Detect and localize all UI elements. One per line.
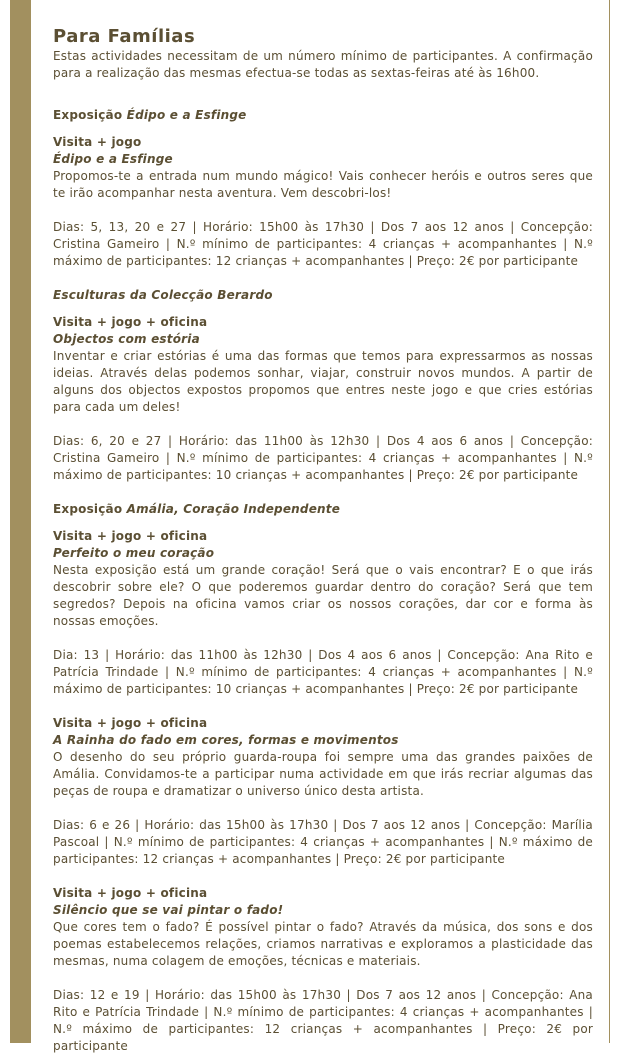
section — [53, 107, 593, 270]
activity-type: Visita + jogo + oficina — [53, 529, 208, 543]
section-name: Édipo e a Esfinge — [126, 108, 247, 122]
activity-description: Nesta exposição está um grande coração! Será que o vais encontrar? E o que irás descobrir sobre ele? O que poderemos guardar dentro do coração? Será que tem segredos? Depois na oficina vamos criar os nossos corações, dar cor e forma às nossas emoções. — [53, 563, 593, 628]
section-name: Esculturas da Colecção Berardo — [53, 288, 273, 302]
activity-type: Visita + jogo + oficina — [53, 315, 208, 329]
section-heading — [53, 501, 593, 518]
section-heading — [53, 287, 593, 304]
activity-type: Visita + jogo + oficina — [53, 716, 208, 730]
activity-title: A Rainha do fado em cores, formas e movimentos — [53, 733, 399, 747]
activity-details: Dias: 6 e 26 | Horário: das 15h00 às 17h30 | Dos 7 aos 12 anos | Concepção: Marília Pascoal | N.º mínimo de participantes: 4 crianças + acompanhantes | N.º máximo de participantes: 12 crianças + acompanhantes | Preço: 2€ por participante — [53, 818, 593, 866]
page-title: Para Famílias — [53, 26, 196, 47]
activity-details: Dias: 12 e 19 | Horário: das 15h00 às 17h30 | Dos 7 aos 12 anos | Concepção: Ana Rito e Patrícia Trindade | N.º mínimo de participantes: 4 crianças + acompanhantes | N.º máximo de participantes: 12 crianças + acompanhantes | Preço: 2€ por participante — [53, 988, 593, 1053]
section — [53, 287, 593, 484]
activity-description: O desenho do seu próprio guarda-roupa foi sempre uma das grandes paixões de Amália. Convidamos-te a participar numa actividade em que irás recriar algumas das peças de roupa e dramatizar o universo único desta artista. — [53, 750, 593, 798]
activity — [53, 715, 593, 868]
activity-details: Dia: 13 | Horário: das 11h00 às 12h30 | Dos 4 aos 6 anos | Concepção: Ana Rito e Patrícia Trindade | N.º mínimo de participantes: 4 crianças + acompanhantes | N.º máximo de participantes: 10 crianças + acompanhantes | Preço: 2€ por participante — [53, 648, 593, 696]
activity-details: Dias: 6, 20 e 27 | Horário: das 11h00 às 12h30 | Dos 4 aos 6 anos | Concepção: Cristina Gameiro | N.º mínimo de participantes: 4 crianças + acompanhantes | N.º máximo de participantes: 10 crianças + acompanhantes | Preço: 2€ por participante — [53, 434, 593, 482]
activity-description: Propomos-te a entrada num mundo mágico! Vais conhecer heróis e outros seres que te irão acompanhar nesta aventura. Vem descobri-los! — [53, 169, 593, 200]
page-frame — [10, 0, 610, 1053]
activity-title: Objectos com estória — [53, 332, 200, 346]
activity-description: Que cores tem o fado? É possível pintar o fado? Através da música, dos sons e dos poemas estabelecemos relações, criamos narrativas e exploramos a plasticidade das mesmas, numa colagem de emoções, técnicas e materiais. — [53, 920, 593, 968]
activity-title: Édipo e a Esfinge — [53, 152, 173, 166]
activity — [53, 528, 593, 698]
activity-type: Visita + jogo — [53, 135, 142, 149]
activity-details: Dias: 5, 13, 20 e 27 | Horário: 15h00 às 17h30 | Dos 7 aos 12 anos | Concepção: Cristina Gameiro | N.º mínimo de participantes: 4 crianças + acompanhantes | N.º máximo de participantes: 12 crianças + acompanhantes | Preço: 2€ por participante — [53, 220, 593, 268]
section-prefix: Exposição — [53, 502, 127, 516]
section-heading — [53, 107, 593, 124]
activity-description: Inventar e criar estórias é uma das formas que temos para expressarmos as nossas ideias. Através delas podemos sonhar, viajar, construir novos mundos. A partir de alguns dos objectos expostos propomos que entres neste jogo e que cries estórias para cada um deles! — [53, 349, 593, 414]
section-prefix: Exposição — [53, 108, 127, 122]
section-name: Amália, Coração Independente — [126, 502, 341, 516]
activity-type: Visita + jogo + oficina — [53, 886, 208, 900]
activity-title: Perfeito o meu coração — [53, 546, 215, 560]
intro-text: Estas actividades necessitam de um número mínimo de participantes. A confirmação para a realização das mesmas efectua-se todas as sextas-feiras até às 16h00. — [53, 49, 593, 80]
activity — [53, 314, 593, 484]
content-area — [31, 0, 609, 1053]
sections-list — [53, 107, 593, 1055]
activity-title: Silêncio que se vai pintar o fado! — [53, 903, 284, 917]
section — [53, 501, 593, 1055]
activity — [53, 134, 593, 270]
activity — [53, 885, 593, 1055]
